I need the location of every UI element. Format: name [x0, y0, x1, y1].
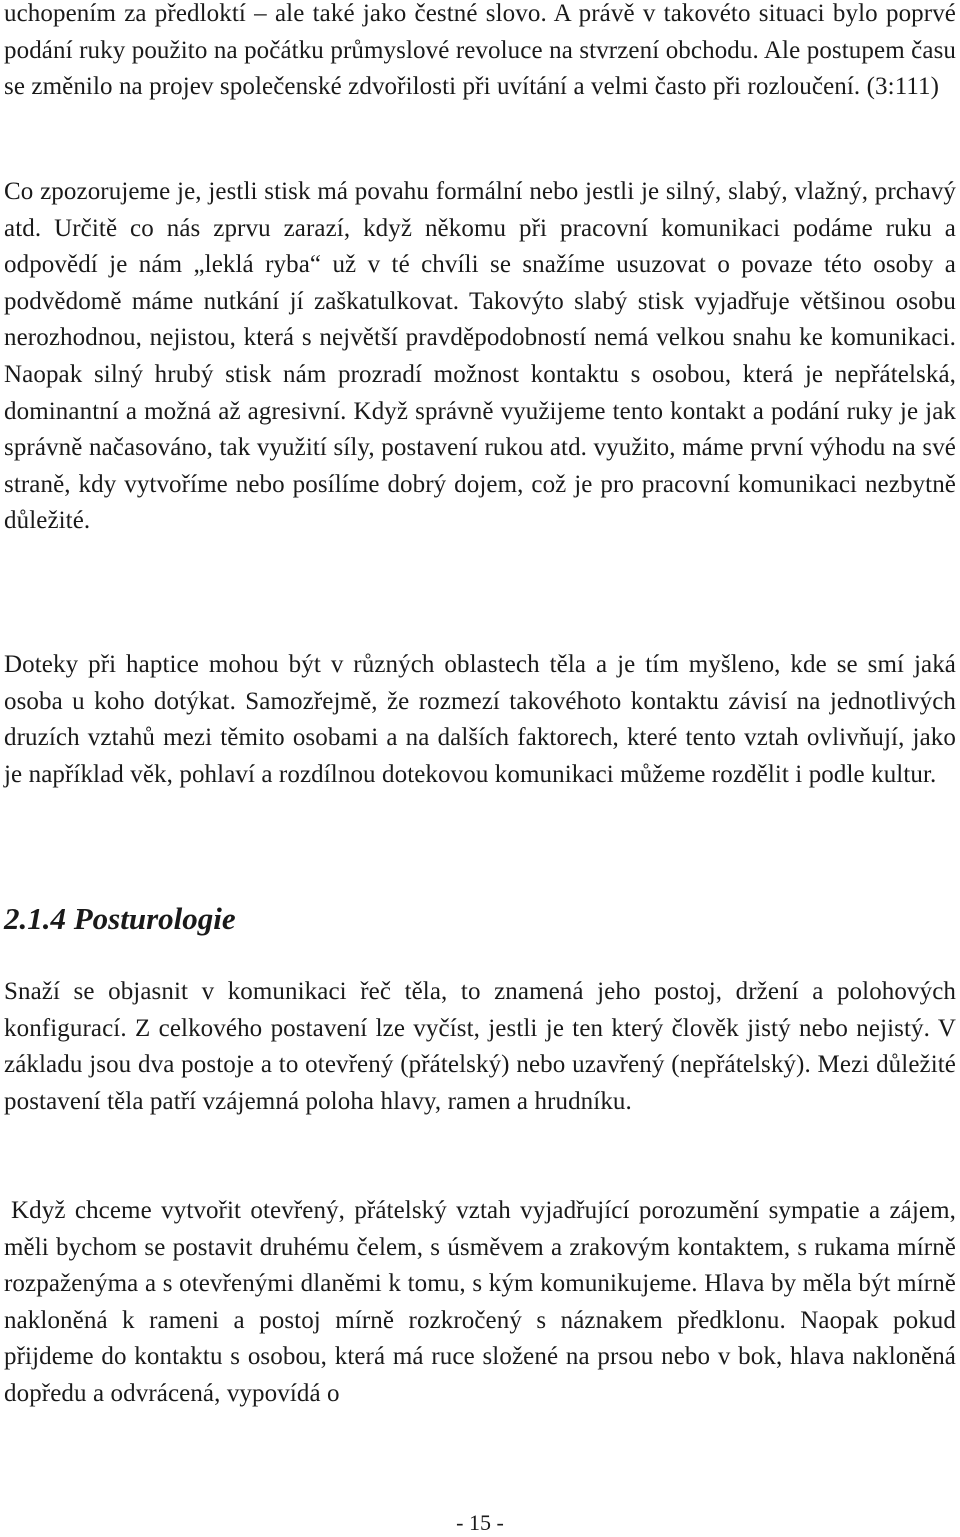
paragraph-haptics-touch: Doteky při haptice mohou být v různých oblastech těla a je tím myšleno, kde se smí jaká osoba u koho dotýkat. Samozřejmě, že rozmezí takovéhoto kontaktu závisí na jednotlivých druzích vztahů mezi těmito osobami a na dalších faktorech, které tento vztah ovlivňují, jako je například věk, pohlaví a rozdílnou dotekovou komunikaci můžeme rozdělit i podle kultur.: [4, 651, 956, 788]
paragraph-handshake-types: Co zpozorujeme je, jestli stisk má povahu formální nebo jestli je silný, slabý, vlažný, prchavý atd. Určitě co nás zprvu zarazí, když někomu při pracovní komunikaci podáme ruku a odpovědí je nám „leklá ryba“ už v té chvíli se snažíme usuzovat o povaze této osoby a podvědomě máme nutkání jí zaškatulkovat. Takovýto slabý stisk vyjadřuje většinou osobu nerozhodnou, nejistou, která s největší pravděpodobností nemá velkou snahu ke komunikaci. Naopak silný hrubý stisk nám prozradí možnost kontaktu s osobou, která je nepřátelská, dominantní a možná až agresivní. Když správně využijeme tento kontakt a podání ruky je jak správně načasováno, tak využití síly, postavení rukou atd. využito, máme první výhodu na své straně, kdy vytvoříme nebo posílíme dobrý dojem, což je pro pracovní komunikaci nezbytně důležité.: [4, 178, 956, 535]
paragraph-open-posture: Když chceme vytvořit otevřený, přátelský vztah vyjadřující porozumění sympatie a zájem, měli bychom se postavit druhému čelem, s úsměvem a zrakovým kontaktem, s rukama mírně rozpaženýma a s otevřenými dlaněmi k tomu, s kým komunikujeme. Hlava by měla být mírně nakloněná k rameni a postoj mírně rozkročený s náznakem předklonu. Naopak pokud přijdeme do kontaktu s osobou, která má ruce složené na prsou nebo v bok, hlava nakloněná dopředu a odvrácená, vypovídá o: [4, 1197, 956, 1407]
paragraph-handshake-history: uchopením za předloktí – ale také jako čestné slovo. A právě v takovéto situaci bylo poprvé podání ruky použito na počátku průmyslové revoluce na stvrzení obchodu. Ale postupem času se změnilo na projev společenské zdvořilosti při uvítání a velmi často při rozloučení. (3:111): [4, 0, 956, 101]
section-heading-posturologie: 2.1.4 Posturologie: [4, 901, 236, 936]
paragraph-posturology-intro: Snaží se objasnit v komunikaci řeč těla, to znamená jeho postoj, držení a polohových konfigurací. Z celkového postavení lze vyčíst, jestli je ten který člověk jistý nebo nejistý. V základu jsou dva postoje a to otevřený (přátelský) nebo uzavřený (nepřátelský). Mezi důležité postavení těla patří vzájemná poloha hlavy, ramen a hrudníku.: [4, 978, 956, 1115]
page-number: - 15 -: [456, 1510, 504, 1535]
